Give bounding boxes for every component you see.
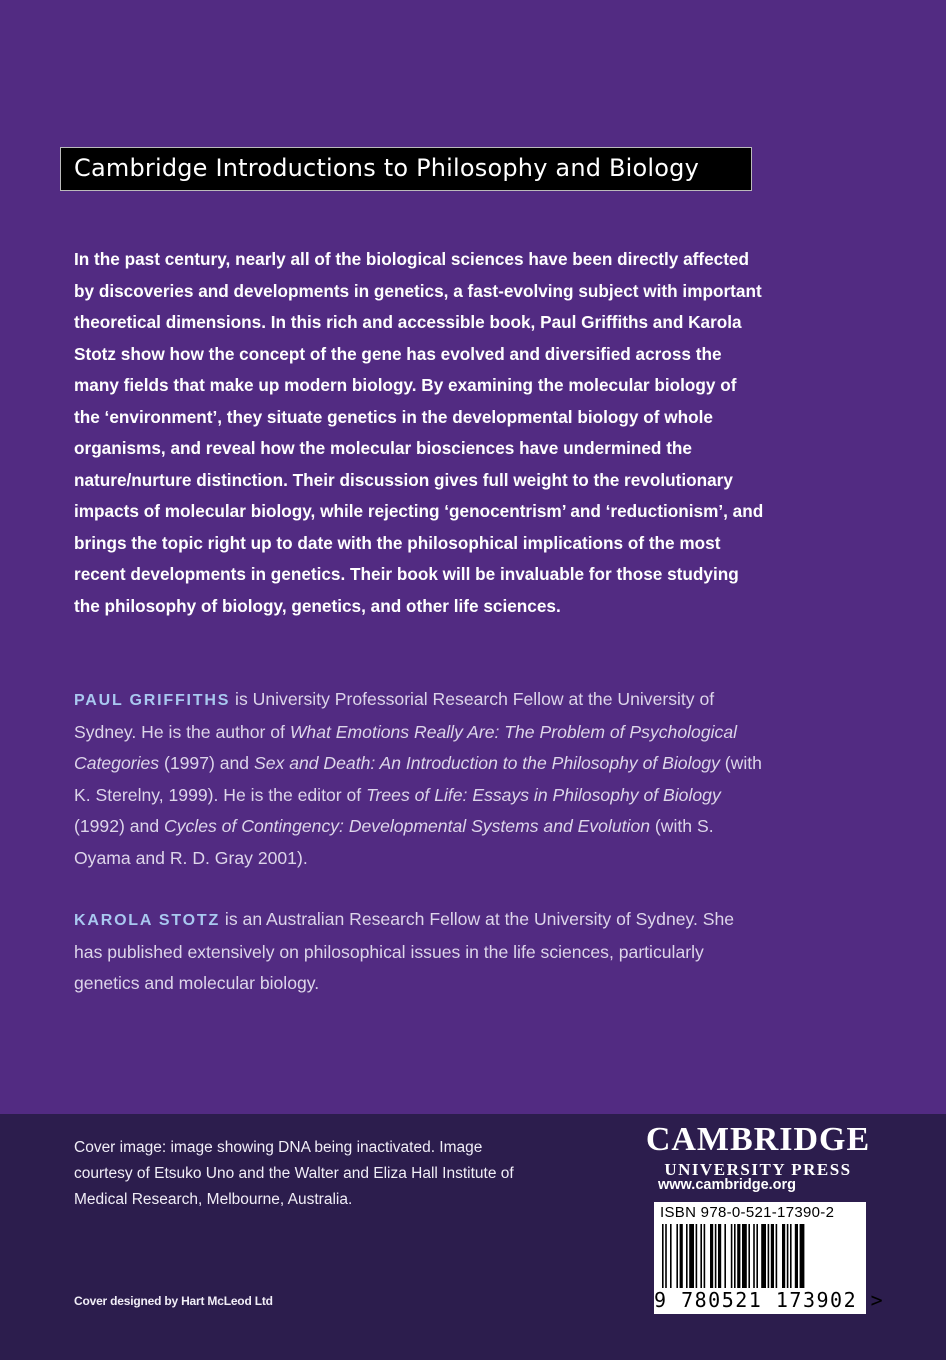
cover-image-credit: Cover image: image showing DNA being inactivated. Image courtesy of Etsuko Uno and the Walter and Eliza Hall Institute of Medical Research, Melbourne, Australia.	[74, 1139, 514, 1208]
author-name: PAUL GRIFFITHS	[74, 692, 231, 709]
publisher-subtitle: UNIVERSITY PRESS	[664, 1160, 852, 1179]
bio-text: is University Professorial Research Fellow at the University of Sydney. He is the author of	[74, 689, 715, 742]
bio-text: (1997) and	[159, 753, 254, 773]
book-title: Trees of Life: Essays in Philosophy of Biology	[366, 784, 721, 805]
author-name: KAROLA STOTZ	[74, 912, 221, 929]
publisher-logo	[640, 1118, 876, 1180]
isbn: ISBN 978-0-521-17390-2	[660, 1204, 835, 1221]
bio-text: (1992) and	[74, 816, 164, 836]
author-bio-griffiths	[74, 684, 764, 874]
barcode-bars	[660, 1224, 860, 1288]
book-description: In the past century, nearly all of the biological sciences have been directly affected by discoveries and developments in genetics, a fast-evolving subject with important theoretical dimensions. In this rich and accessible book, Paul Griffiths and Karola Stotz show how the concept of the gene has evolved and diversified across the many fields that make up modern biology. By examining the molecular biology of the ‘environment’, they situate genetics in the developmental biology of whole organisms, and reveal how the molecular biosciences have undermined the nature/nurture distinction. Their discussion gives full weight to the revolutionary impacts of molecular biology, while rejecting ‘genocentrism’ and ‘reductionism’, and brings the topic right up to date with the philosophical implications of the most recent developments in genetics. Their book will be invaluable for those studying the philosophy of biology, genetics, and other life sciences.	[74, 249, 764, 616]
author-bio-stotz	[74, 904, 764, 1000]
book-title: Cycles of Contingency: Developmental Systems and Evolution	[164, 816, 651, 836]
bio-text: (with K. Sterelny, 1999). He is the editor of	[74, 753, 762, 805]
publisher-name: CAMBRIDGE	[645, 1121, 871, 1158]
book-title: What Emotions Really Are: The Problem of Psychological Categories	[74, 721, 738, 773]
series-banner	[60, 147, 752, 191]
designer-credit: Cover designed by Hart McLeod Ltd	[74, 1294, 273, 1308]
bio-text: (with S. Oyama and R. D. Gray 2001).	[74, 816, 714, 868]
bio-text: is an Australian Research Fellow at the University of Sydney. She has published extensively on philosophical issues in the life sciences, particularly genetics and molecular biology.	[74, 909, 735, 993]
publisher-website: www.cambridge.org	[658, 1177, 797, 1193]
series-title: Cambridge Introductions to Philosophy and Biology	[74, 154, 700, 182]
book-title: Sex and Death: An Introduction to the Philosophy of Biology	[253, 753, 720, 773]
barcode	[654, 1202, 885, 1314]
barcode-digits: 9 780521 173902 >	[654, 1288, 885, 1312]
